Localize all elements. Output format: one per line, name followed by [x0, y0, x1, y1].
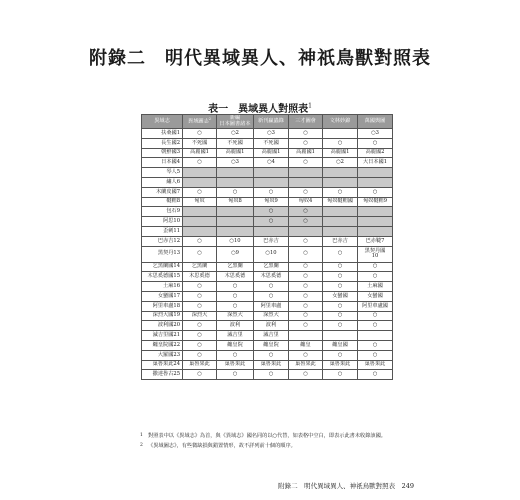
table-cell: 波利 [217, 321, 254, 331]
table-cell: ○ [217, 291, 254, 301]
footnote-mark: 1 [140, 433, 143, 438]
page-title: 附錄二 明代異域異人、神祇鳥獸對照表 [89, 48, 431, 69]
table-cell: ○ [323, 301, 358, 311]
table-cell: ○9 [217, 246, 254, 262]
table-cell: ○ [323, 311, 358, 321]
table-cell: ○ [254, 370, 289, 380]
table-cell: ○ [289, 370, 323, 380]
table-cell: ○ [323, 350, 358, 360]
table-cell [183, 177, 217, 187]
table-cell: 不死國 [183, 138, 217, 148]
table-row [142, 138, 393, 148]
table-cell: 高麗國1 [183, 148, 217, 158]
region-name-cell: 阿思10 [142, 217, 183, 227]
table-cell: ○2 [217, 129, 254, 139]
table-cell: 巢魯果此 [254, 360, 289, 370]
table-cell: 巢魯果此 [323, 360, 358, 370]
column-header [323, 115, 358, 129]
table-cell [183, 226, 217, 236]
table-cell [323, 226, 358, 236]
table-cell: ○2 [323, 158, 358, 168]
table-cell: 巢魯果此 [358, 360, 393, 370]
table-cell: ○ [289, 138, 323, 148]
footnote-text: 《異域圖志》，有些微缺損與錯置情形，故不詳列前十個的順序。 [148, 442, 296, 449]
table-cell [289, 226, 323, 236]
table-cell [323, 207, 358, 217]
table-cell: 巢魯果此 [289, 360, 323, 370]
table-cell [358, 331, 393, 341]
table-cell: ○3 [254, 129, 289, 139]
table-caption-footnote-ref: 1 [308, 102, 312, 110]
table-cell: ○ [183, 246, 217, 262]
table-cell: ○ [217, 282, 254, 292]
region-name-cell: 乞黑蘭國14 [142, 262, 183, 272]
table-cell: 不死國 [217, 138, 254, 148]
table-cell [323, 129, 358, 139]
table-cell: 巴赤吉 [323, 236, 358, 246]
table-cell: ○ [183, 301, 217, 311]
table-row [142, 236, 393, 246]
table-cell: 匈奴 [183, 197, 217, 207]
region-name-cell: 阿里車盧18 [142, 301, 183, 311]
table-row [142, 291, 393, 301]
table-cell: 巢魯果此 [217, 360, 254, 370]
footnote [140, 443, 410, 451]
column-header [254, 115, 289, 129]
table-cell: ○ [323, 262, 358, 272]
table-cell: 纏皇院 [217, 340, 254, 350]
region-name-cell: 深烈大國19 [142, 311, 183, 321]
table-cell: 女蠻國 [358, 291, 393, 301]
table-row [142, 350, 393, 360]
table-cell: ○ [289, 158, 323, 168]
table-caption-text: 表一 異域異人對照表 [208, 104, 309, 115]
table-body [142, 129, 393, 380]
table-cell: ○ [254, 282, 289, 292]
table-row [142, 158, 393, 168]
table-cell: ○ [289, 262, 323, 272]
column-header-footnote-ref: 2 [208, 117, 211, 122]
table-row [142, 340, 393, 350]
table-cell: 乞黑蘭 [217, 262, 254, 272]
table-cell: ○ [289, 207, 323, 217]
table-row [142, 197, 393, 207]
column-header-label: 三才圖會 [295, 117, 316, 124]
table-cell [358, 168, 393, 178]
table-cell: ○ [183, 340, 217, 350]
column-header [358, 115, 393, 129]
table-cell: ○ [323, 246, 358, 262]
table-cell [217, 168, 254, 178]
table-row [142, 331, 393, 341]
table-cell: ○ [289, 217, 323, 227]
region-name-cell: 纏皇院國22 [142, 340, 183, 350]
table-cell: 阿里車盧 [254, 301, 289, 311]
region-name-cell: 巢魯果此24 [142, 360, 183, 370]
table-cell: 深烈大 [217, 311, 254, 321]
column-header-label: 異域志 [154, 117, 170, 124]
table-cell: 纏皇國 [323, 340, 358, 350]
table-cell [358, 217, 393, 227]
table-row [142, 282, 393, 292]
table-cell: ○ [289, 350, 323, 360]
table-row [142, 187, 393, 197]
running-title: 附錄二 明代異域異人、神祇鳥獸對照表 [278, 482, 396, 490]
table-cell: 匈奴韃靼9 [358, 197, 393, 207]
table-cell: 深烈大 [254, 311, 289, 321]
column-header [142, 115, 183, 129]
region-name-cell: 巴赤吉12 [142, 236, 183, 246]
table-cell: 土麻國 [358, 282, 393, 292]
table-row [142, 272, 393, 282]
table-cell: 滅吉里 [254, 331, 289, 341]
table-cell: ○ [358, 350, 393, 360]
table-cell: ○ [289, 311, 323, 321]
table-cell: ○ [183, 187, 217, 197]
column-header [289, 115, 323, 129]
table-cell [183, 207, 217, 217]
table-row [142, 321, 393, 331]
column-header-label: 異域圖志 [188, 118, 209, 125]
region-name-cell: 韃靼8 [142, 197, 183, 207]
table-cell: 不死國 [254, 138, 289, 148]
table-cell [323, 331, 358, 341]
table-cell: 乞黑蘭 [183, 262, 217, 272]
table-cell: 深烈大 [183, 311, 217, 321]
table-cell: ○ [323, 272, 358, 282]
table-row [142, 207, 393, 217]
table-cell [183, 168, 217, 178]
table-cell: ○ [183, 291, 217, 301]
region-name-cell: 大羅國23 [142, 350, 183, 360]
table-cell: ○ [358, 311, 393, 321]
table-cell [323, 168, 358, 178]
column-header-label: 文林妙錦 [329, 117, 351, 124]
table-cell: 匈奴9 [254, 197, 289, 207]
table-row [142, 177, 393, 187]
table-cell: ○ [289, 236, 323, 246]
table-cell: 匈奴8 [217, 197, 254, 207]
table-cell: ○ [289, 246, 323, 262]
region-name-cell: 黑契丹13 [142, 246, 183, 262]
table-cell: ○ [217, 350, 254, 360]
footnote-mark: 2 [140, 442, 143, 448]
table-cell [217, 177, 254, 187]
table-cell: 阿里車盧國 [358, 301, 393, 311]
column-header-label: 新刊贏蟲錄 [258, 117, 284, 124]
column-header-label: 萬國輿圖 [364, 117, 386, 124]
table-cell: ○ [183, 370, 217, 380]
table-cell: 高麗國2 [358, 148, 393, 158]
region-name-cell: 包石9 [142, 207, 183, 217]
table-cell: ○ [289, 301, 323, 311]
table-cell: 高麗國1 [254, 148, 289, 158]
region-name-cell: 木思奚德國15 [142, 272, 183, 282]
table-row [142, 148, 393, 158]
table-cell: 女蠻國 [323, 291, 358, 301]
region-name-cell: 琴人5 [142, 168, 183, 178]
table-cell: ○ [358, 138, 393, 148]
table-cell: ○ [217, 301, 254, 311]
table-cell: ○ [323, 282, 358, 292]
table-header [142, 115, 393, 129]
table-cell [323, 217, 358, 227]
table-cell: ○ [254, 291, 289, 301]
table-row [142, 370, 393, 380]
footnote-text: 對照表中以《異域志》為首，與《異域志》國名同的以○代替，如表格中空白，即表示此書未收錄該國。 [148, 433, 386, 439]
table-cell: ○ [254, 187, 289, 197]
table-cell: 高麗國1 [217, 148, 254, 158]
table-cell: ○ [289, 282, 323, 292]
region-name-cell: 木蘭皮國7 [142, 187, 183, 197]
table-caption [0, 100, 520, 115]
table-cell: ○10 [217, 236, 254, 246]
table-cell [254, 168, 289, 178]
table-cell: ○ [289, 187, 323, 197]
region-name-cell: 歪刺11 [142, 226, 183, 236]
table-cell: ○ [323, 138, 358, 148]
table-cell: 乞黑蘭 [254, 262, 289, 272]
region-name-cell: 繡人6 [142, 177, 183, 187]
table-cell: 木思奚德 [217, 272, 254, 282]
page-footer [0, 481, 414, 490]
table-cell: 木思奚德 [254, 272, 289, 282]
table-cell: ○4 [254, 158, 289, 168]
table-cell: ○ [323, 187, 358, 197]
table-cell [254, 177, 289, 187]
table-cell: ○ [183, 321, 217, 331]
table-cell [217, 217, 254, 227]
table-cell: ○ [323, 321, 358, 331]
region-name-cell: 長生國2 [142, 138, 183, 148]
table-cell: ○ [289, 129, 323, 139]
region-name-cell: 朝鮮國3 [142, 148, 183, 158]
table-cell: 纏皇 [289, 340, 323, 350]
table-cell: ○ [289, 321, 323, 331]
table-cell [289, 331, 323, 341]
region-name-cell: 女蠻國17 [142, 291, 183, 301]
table-cell: ○ [254, 217, 289, 227]
table-row [142, 301, 393, 311]
table-cell: ○ [217, 187, 254, 197]
table-cell [217, 226, 254, 236]
table-cell: 高麗國1 [323, 148, 358, 158]
table-cell: ○ [323, 370, 358, 380]
table-cell [183, 217, 217, 227]
table-cell: 巴赤韃7 [358, 236, 393, 246]
table-row [142, 360, 393, 370]
table-cell: ○ [183, 331, 217, 341]
region-name-cell: 波利國20 [142, 321, 183, 331]
table-cell [254, 226, 289, 236]
table-row [142, 311, 393, 321]
table-cell [323, 177, 358, 187]
table-cell [289, 168, 323, 178]
table-cell: ○ [254, 350, 289, 360]
table-cell: ○ [254, 207, 289, 217]
region-name-cell: 土麻16 [142, 282, 183, 292]
table-row [142, 168, 393, 178]
table-cell [358, 226, 393, 236]
table-row [142, 226, 393, 236]
region-name-cell: 滅吉里國21 [142, 331, 183, 341]
table-row [142, 217, 393, 227]
table-cell: ○3 [358, 129, 393, 139]
table-cell: 高麗國1 [289, 148, 323, 158]
table-cell: 纏皇院 [254, 340, 289, 350]
region-name-cell: 日本國4 [142, 158, 183, 168]
table-cell [358, 207, 393, 217]
table-cell [358, 177, 393, 187]
table-cell: 大日本國1 [358, 158, 393, 168]
table-cell: 巴赤吉 [254, 236, 289, 246]
table-row [142, 262, 393, 272]
table-cell: 滅吉里 [217, 331, 254, 341]
table-cell: ○ [217, 370, 254, 380]
table-cell [289, 177, 323, 187]
table-cell: ○ [358, 370, 393, 380]
column-header [217, 115, 254, 129]
table-cell: 匈奴韃靼國 [323, 197, 358, 207]
table-cell: 波利 [254, 321, 289, 331]
table-cell: ○10 [254, 246, 289, 262]
table-cell: ○ [358, 272, 393, 282]
footnote [140, 433, 410, 441]
page-number: 249 [401, 482, 414, 490]
table-cell: ○ [183, 236, 217, 246]
comparison-table [141, 114, 393, 380]
table-cell: ○ [358, 340, 393, 350]
table-cell: ○ [183, 282, 217, 292]
column-header [183, 115, 217, 129]
table-cell: ○ [289, 272, 323, 282]
table-cell: 匈奴4 [289, 197, 323, 207]
table-cell: ○ [183, 129, 217, 139]
table-cell: 黑契丹國 10 [358, 246, 393, 262]
table-cell [217, 207, 254, 217]
table-cell: ○ [183, 350, 217, 360]
table-row [142, 129, 393, 139]
table-cell: ○ [358, 321, 393, 331]
column-header-label: 新編 日本圖書諸本 [219, 115, 251, 127]
footnotes [140, 433, 410, 453]
table-cell: ○ [358, 262, 393, 272]
table-cell: ○ [358, 187, 393, 197]
table-cell: 木思奚德 [183, 272, 217, 282]
table-cell: ○ [289, 291, 323, 301]
header-row [142, 115, 393, 129]
table-row [142, 246, 393, 262]
table-cell: ○ [183, 158, 217, 168]
region-name-cell: 撒達魯古25 [142, 370, 183, 380]
table-cell: 巢魯果此 [183, 360, 217, 370]
region-name-cell: 扶桑國1 [142, 129, 183, 139]
table-cell: ○3 [217, 158, 254, 168]
